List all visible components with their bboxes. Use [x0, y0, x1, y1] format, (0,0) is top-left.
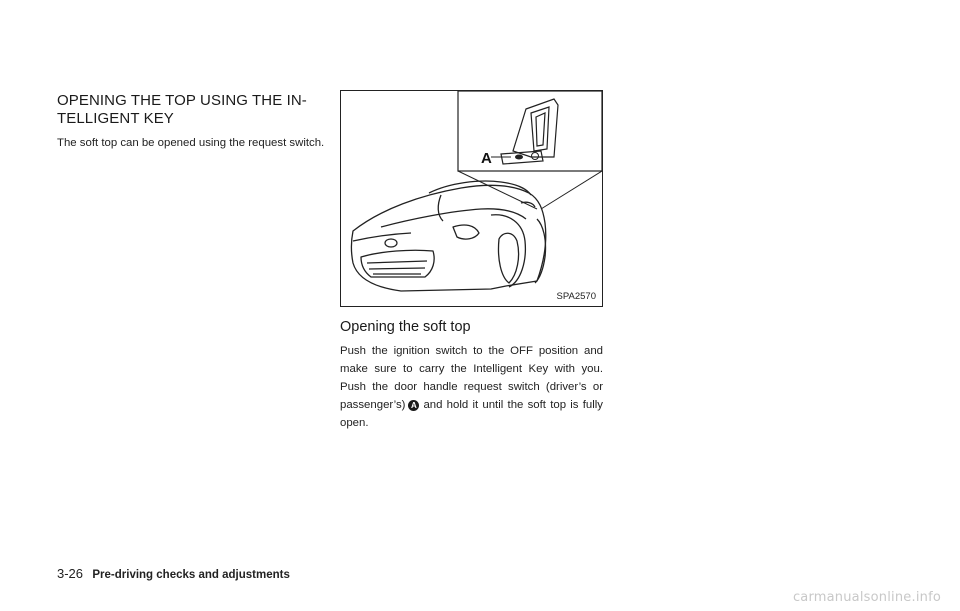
section-intro: The soft top can be opened using the request switch.: [57, 137, 325, 149]
figure-car-door-handle: [340, 90, 603, 307]
left-column: [57, 92, 325, 152]
page-footer: [57, 566, 290, 581]
right-column: [340, 318, 603, 432]
car-body: [352, 181, 546, 291]
subsection-body: [340, 342, 603, 432]
section-title: [57, 92, 325, 128]
page-number: 3-26: [57, 566, 84, 581]
pointer-line-2: [541, 171, 602, 209]
figure-code: SPA2570: [556, 291, 596, 302]
chapter-title: Pre-driving checks and adjustments: [92, 569, 290, 581]
body-text-part1: Push the ignition switch to the OFF position and make sure to carry the Intelligent Key with you. Push the door handle request switch (driver’s or passenger’s): [340, 345, 603, 411]
section-title-line1: OPENING THE TOP USING THE IN-: [57, 92, 307, 109]
subsection-title: Opening the soft top: [340, 319, 471, 335]
section-title-line2: TELLIGENT KEY: [57, 110, 174, 127]
inset-frame: [458, 91, 602, 171]
car-illustration: [341, 91, 602, 306]
callout-label: A: [481, 150, 492, 167]
callout-marker-a: A: [408, 400, 419, 411]
body-text-part2: and hold it until the soft top is fully open.: [340, 399, 603, 429]
emblem: [385, 239, 397, 247]
request-switch-dot: [515, 155, 523, 160]
watermark: carmanualsonline.info: [792, 590, 941, 605]
